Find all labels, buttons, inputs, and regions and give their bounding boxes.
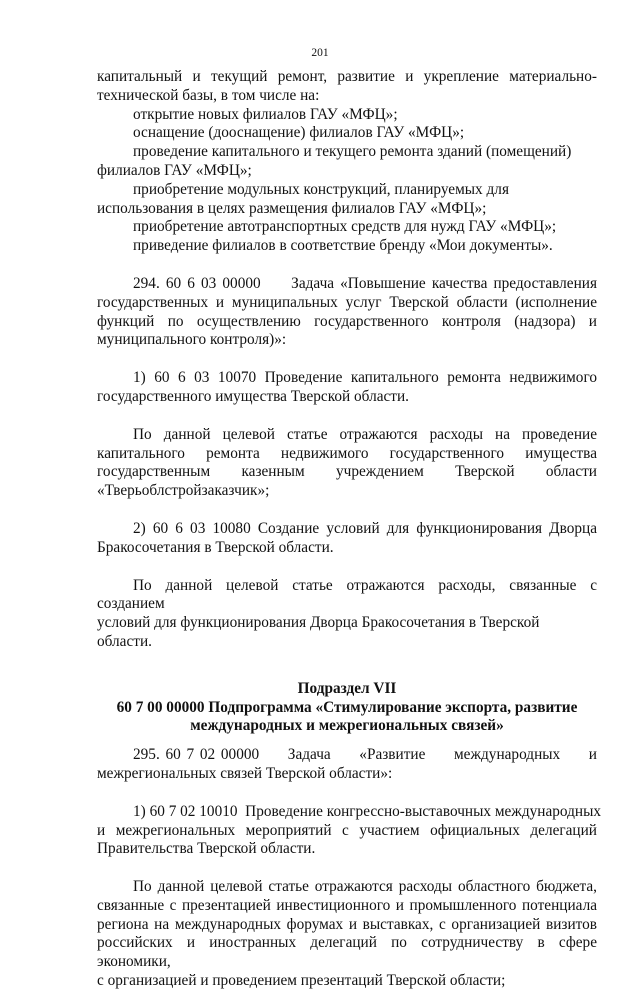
item-294-1-desc-line: капитального ремонта недвижимого государственного имущества bbox=[97, 444, 597, 462]
list-item: открытие новых филиалов ГАУ «МФЦ»; bbox=[133, 105, 398, 123]
subsection-heading: Подраздел VII bbox=[297, 679, 397, 697]
section-294-line: государственных и муниципальных услуг Тверской области (исполнение bbox=[97, 293, 597, 311]
section-295-line: межрегиональных связей Тверской области»: bbox=[97, 764, 393, 782]
section-294-line: 294. 60 6 03 00000 Задача «Повышение качества предоставления bbox=[133, 274, 597, 292]
item-295-1-desc-line: с организацией и проведением презентаций Тверской области; bbox=[97, 972, 506, 990]
item-295-1-line: Правительства Тверской области. bbox=[97, 840, 316, 858]
section-295-line: 295. 60 7 02 00000 Задача «Развитие международных и bbox=[133, 746, 597, 764]
list-item: приобретение модульных конструкций, планируемых для bbox=[133, 180, 509, 198]
text-line: капитальный и текущий ремонт, развитие и укрепление материально- bbox=[97, 68, 597, 85]
item-294-2-desc-line: условий для функционирования Дворца Бракосочетания в Тверской области. bbox=[97, 614, 540, 650]
text-line: технической базы, в том числе на: bbox=[97, 86, 320, 104]
list-item: филиалов ГАУ «МФЦ»; bbox=[97, 161, 252, 179]
item-294-1-line: государственного имущества Тверской области. bbox=[97, 387, 409, 405]
list-item: использования в целях размещения филиалов ГАУ «МФЦ»; bbox=[97, 199, 487, 217]
item-295-1-line: и межрегиональных мероприятий с участием официальных делегаций bbox=[97, 821, 597, 839]
item-294-1-line: 1) 60 6 03 10070 Проведение капитального ремонта недвижимого bbox=[133, 369, 597, 387]
list-item: приобретение автотранспортных средств для нужд ГАУ «МФЦ»; bbox=[133, 218, 557, 236]
item-295-1-desc-line: российских и иностранных делегаций по сотрудничеству в сфере экономики, bbox=[97, 934, 597, 971]
item-294-1-desc-line: По данной целевой статье отражаются расходы на проведение bbox=[133, 425, 597, 443]
list-item: оснащение (дооснащение) филиалов ГАУ «МФЦ»; bbox=[133, 124, 465, 142]
item-294-1-desc-line: государственным казенным учреждением Тверской области bbox=[97, 463, 597, 481]
item-294-2-desc-line: По данной целевой статье отражаются расходы, связанные с созданием bbox=[97, 576, 597, 613]
item-294-2-line: 2) 60 6 03 10080 Создание условий для функционирования Дворца bbox=[133, 519, 597, 537]
item-294-1-desc-line: «Тверьоблстройзаказчик»; bbox=[97, 482, 270, 500]
item-295-1-line: 1) 60 7 02 10010 Проведение конгрессно-выставочных международных bbox=[133, 802, 602, 820]
item-294-2-line: Бракосочетания в Тверской области. bbox=[97, 538, 334, 556]
subsection-heading: 60 7 00 00000 Подпрограмма «Стимулирование экспорта, развитие bbox=[116, 698, 578, 716]
list-item: проведение капитального и текущего ремонта зданий (помещений) bbox=[133, 143, 572, 161]
page-body bbox=[97, 68, 602, 991]
page-number: 201 bbox=[311, 47, 329, 59]
section-294-line: муниципального контроля)»: bbox=[97, 331, 287, 349]
item-295-1-desc-line: региона на международных форумах и выставках, с организацией визитов bbox=[97, 915, 597, 933]
section-294-line: функций по осуществлению государственного контроля (надзора) и bbox=[97, 312, 597, 330]
item-295-1-desc-line: По данной целевой статье отражаются расходы областного бюджета, bbox=[133, 878, 597, 896]
list-item: приведение филиалов в соответствие бренду «Мои документы». bbox=[133, 237, 553, 255]
item-295-1-desc-line: связанные с презентацией инвестиционного и промышленного потенциала bbox=[97, 896, 597, 914]
subsection-heading: международных и межрегиональных связей» bbox=[190, 717, 504, 735]
